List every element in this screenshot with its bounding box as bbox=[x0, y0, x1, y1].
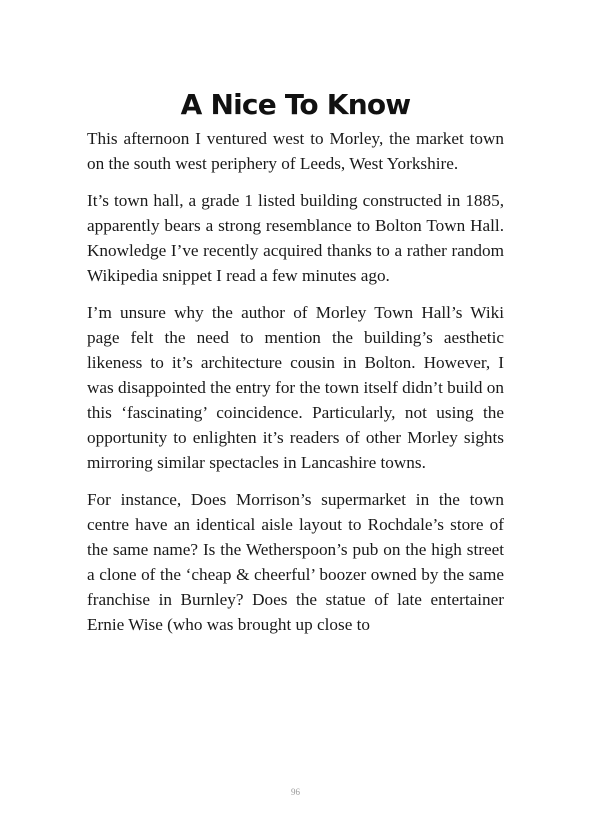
chapter-body bbox=[87, 126, 504, 649]
paragraph: For instance, Does Morrison’s supermarket in the town centre have an identical aisle layout to Rochdale’s store of the same name? Is the Wetherspoon’s pub on the high street a clone of the ‘cheap & cheerful’ boozer owned by the same franchise in Burnley? Does the statue of late entertainer Ernie Wise (who was brought up close to bbox=[87, 490, 504, 634]
paragraph: It’s town hall, a grade 1 listed building constructed in 1885, apparently bears a strong resemblance to Bolton Town Hall. Knowledge I’ve recently acquired thanks to a rather random Wikipedia snippet I read a few minutes ago. bbox=[87, 191, 504, 285]
paragraph: I’m unsure why the author of Morley Town Hall’s Wiki page felt the need to mention the building’s aesthetic likeness to it’s architecture cousin in Bolton. However, I was disappointed the entry for the town itself didn’t build on this ‘fascinating’ coincidence. Particularly, not using the opportunity to enlighten it’s readers of other Morley sights mirroring similar spectacles in Lancashire towns. bbox=[87, 303, 504, 472]
chapter-title: A Nice To Know bbox=[180, 87, 411, 121]
page-number: 96 bbox=[291, 787, 300, 797]
paragraph: This afternoon I ventured west to Morley, the market town on the south west periphery of Leeds, West Yorkshire. bbox=[87, 129, 504, 173]
